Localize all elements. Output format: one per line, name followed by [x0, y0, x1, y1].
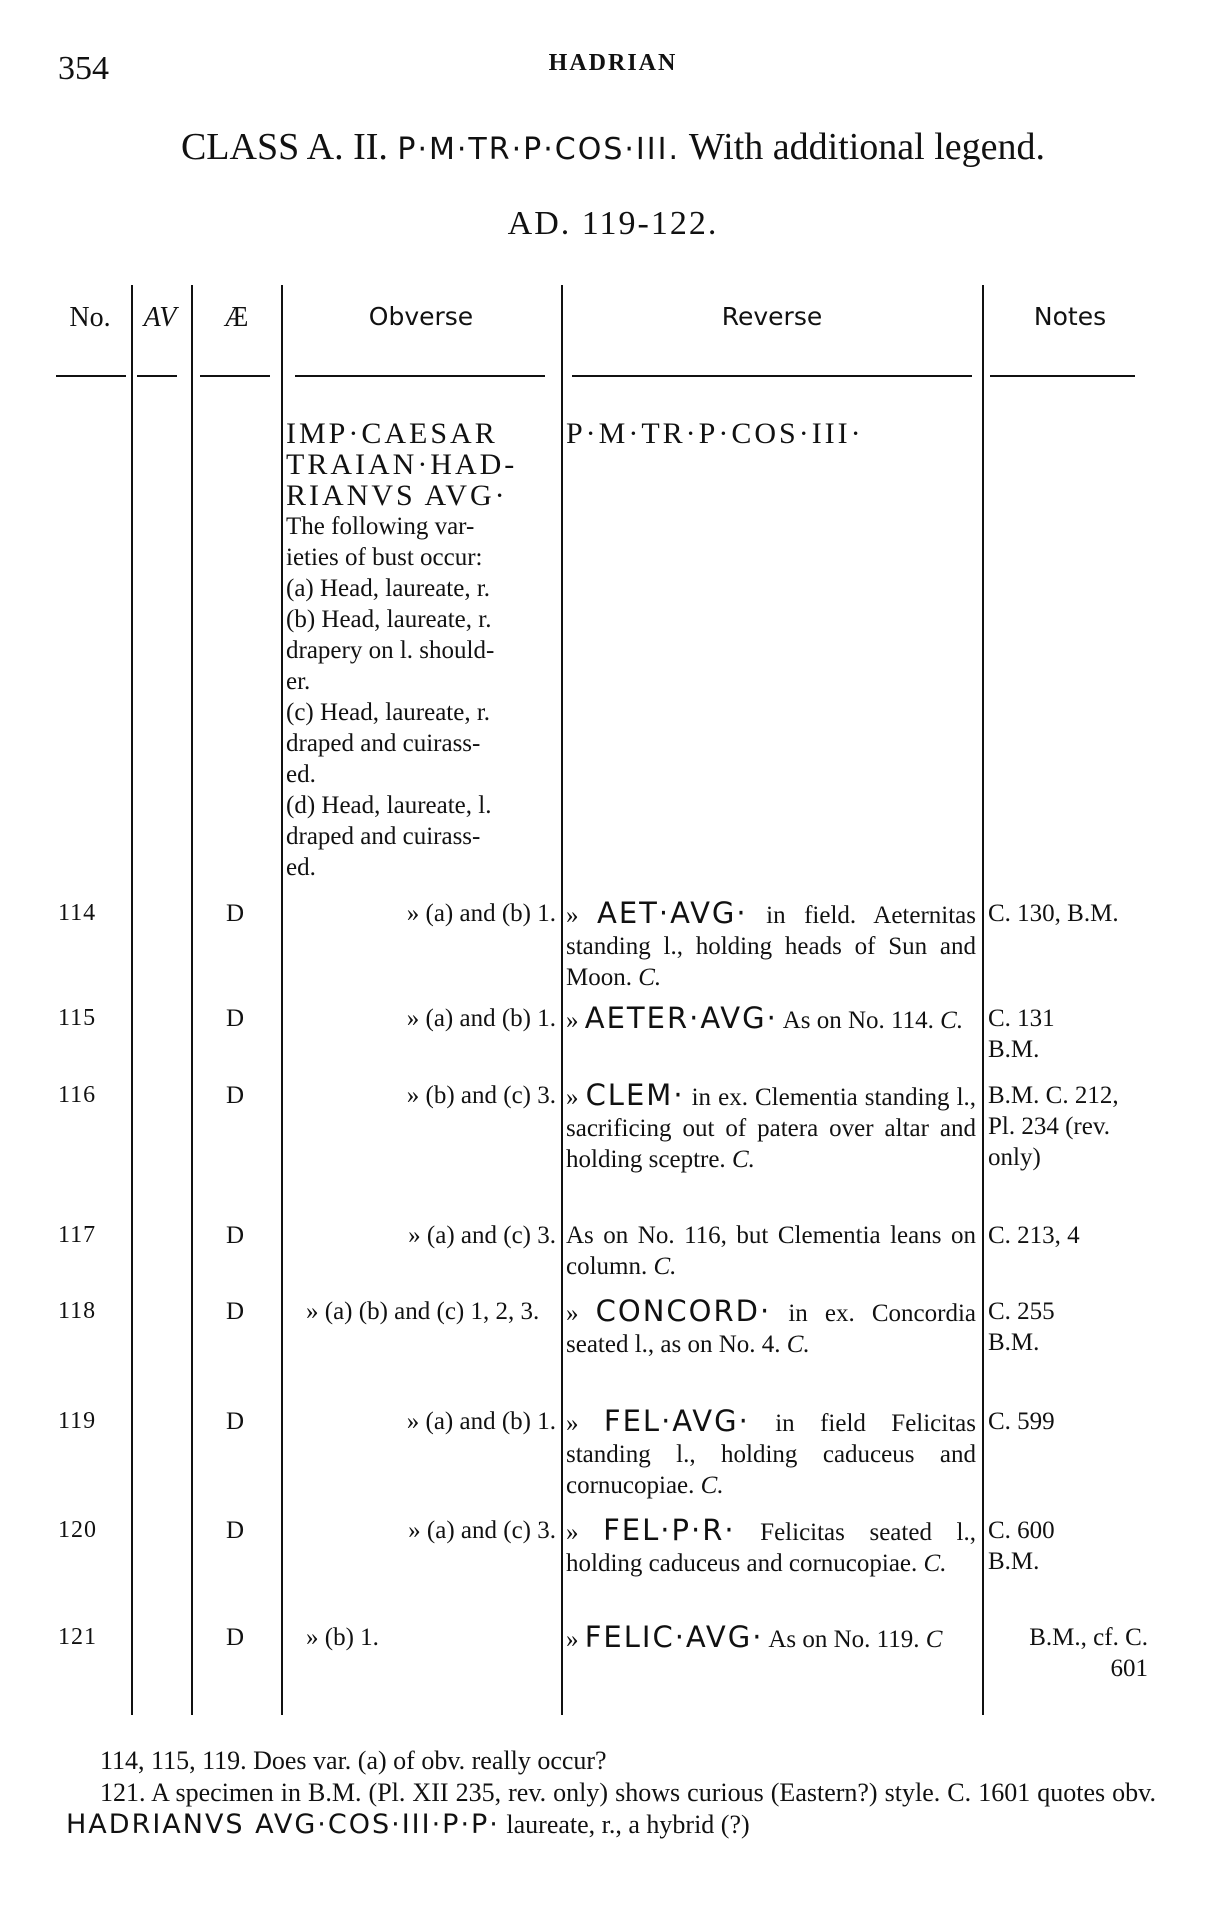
column-rule: [131, 285, 133, 1715]
row-notes: C. 255 B.M.: [988, 1298, 1055, 1356]
row-metal: D: [226, 900, 245, 927]
col-header-obverse: Obverse: [368, 302, 474, 331]
rarity: C.: [638, 964, 662, 991]
bust-note-line: (c) Head, laureate, r.: [286, 699, 491, 726]
row-metal: D: [226, 1517, 245, 1544]
bust-note-line: ieties of bust occur:: [286, 544, 483, 571]
class-legend: P·M·TR·P·COS·III.: [397, 132, 680, 167]
bust-note-line: draped and cuirass-: [286, 823, 481, 850]
reverse-description: Felicitas seated l., holding caduceus and cornucopiae.: [566, 1519, 976, 1577]
rarity: C.: [700, 1472, 724, 1499]
col-header-notes: Notes: [1033, 302, 1107, 331]
rule-gold: [137, 375, 177, 377]
row-obverse: » (a) and (c) 3.: [408, 1222, 556, 1249]
col-header-no: No.: [69, 302, 111, 333]
reverse-marker: »: [566, 1300, 579, 1327]
reverse-description: As on No. 119.: [768, 1626, 920, 1653]
intro-obverse: [286, 418, 558, 883]
bust-note-line: ed.: [286, 854, 316, 881]
rarity: C.: [786, 1331, 810, 1358]
row-reverse: [566, 898, 976, 993]
row-notes: C. 599: [988, 1408, 1055, 1435]
reverse-legend: AET·AVG·: [597, 896, 748, 930]
reverse-legend: FEL·AVG·: [603, 1404, 750, 1438]
row-no: 116: [58, 1082, 97, 1108]
row-obverse: » (b) and (c) 3.: [406, 1082, 556, 1109]
row-obverse: » (b) 1.: [306, 1624, 379, 1651]
reverse-marker: »: [566, 902, 579, 929]
rarity: C.: [923, 1550, 947, 1577]
rule-no: [56, 375, 126, 377]
rule-silver: [200, 375, 270, 377]
row-no: 115: [58, 1005, 97, 1031]
row-no: 118: [58, 1298, 97, 1324]
row-metal: D: [226, 1005, 245, 1032]
bust-note-line: er.: [286, 668, 311, 695]
obverse-legend-line: IMP·CAESAR: [286, 417, 498, 450]
reverse-description: in ex. Clementia standing l., sacrificing out of patera over altar and holding sceptre.: [566, 1084, 977, 1173]
footnote: [66, 1777, 1156, 1841]
row-reverse: [566, 1406, 976, 1501]
reverse-description: As on No. 116, but Clementia leans on column.: [566, 1222, 976, 1280]
row-metal: D: [226, 1408, 245, 1435]
footnote-text: laureate, r., a hybrid (?): [506, 1810, 750, 1839]
reverse-description: As on No. 114.: [782, 1007, 934, 1034]
footnote: 114, 115, 119. Does var. (a) of obv. really occur?: [100, 1746, 607, 1775]
row-no: 114: [58, 900, 97, 926]
rule-notes: [990, 375, 1135, 377]
column-rule: [281, 285, 283, 1715]
footnote-legend: HADRIANVS AVG·COS·III·P·P·: [66, 1809, 500, 1840]
reverse-description: in field. Aeternitas standing l., holding heads of Sun and Moon.: [566, 902, 977, 991]
footnote-text: 121. A specimen in B.M. (Pl. XII 235, rev. only) shows curious (Eastern?) style. C. 1601 quotes obv.: [100, 1778, 1156, 1807]
reverse-legend: AETER·AVG·: [584, 1001, 778, 1035]
row-no: 119: [58, 1408, 97, 1434]
row-notes: C. 600 B.M.: [988, 1517, 1055, 1575]
page-number: 354: [58, 50, 109, 87]
reverse-marker: »: [566, 1519, 579, 1546]
class-label: CLASS A. II.: [180, 126, 388, 168]
bust-note-line: (b) Head, laureate, r.: [286, 606, 492, 633]
row-notes: C. 130, B.M.: [988, 900, 1119, 927]
bust-note-line: (a) Head, laureate, r.: [286, 575, 491, 602]
col-header-reverse: Reverse: [721, 302, 823, 331]
reverse-description: in field Felicitas standing l., holding caduceus and cornucopiae.: [566, 1410, 976, 1499]
rule-obverse: [295, 375, 545, 377]
intro-reverse-legend: P·M·TR·P·COS·III·: [566, 417, 864, 450]
bust-note-line: drapery on l. should-: [286, 637, 495, 664]
col-header-gold: AV: [143, 302, 177, 333]
row-reverse: [566, 1515, 976, 1579]
row-reverse: [566, 1296, 976, 1360]
bust-note-line: The following var-: [286, 513, 475, 540]
row-metal: D: [226, 1298, 245, 1325]
row-notes: C. 213, 4: [988, 1222, 1080, 1249]
running-head: HADRIAN: [548, 50, 678, 76]
row-reverse: [566, 1080, 976, 1175]
row-no: 121: [58, 1624, 97, 1650]
row-notes: C. 131 B.M.: [988, 1005, 1055, 1063]
reverse-legend: FEL·P·R·: [603, 1513, 736, 1547]
row-reverse: [566, 1622, 976, 1655]
obverse-legend-line: TRAIAN·HAD-: [286, 448, 518, 481]
column-rule: [982, 285, 984, 1715]
footnotes: [66, 1745, 1156, 1841]
reverse-description: in ex. Concordia seated l., as on No. 4.: [566, 1300, 977, 1358]
rarity: C.: [653, 1253, 677, 1280]
row-obverse: » (a) and (b) 1.: [406, 1408, 556, 1435]
row-obverse: » (a) (b) and (c) 1, 2, 3.: [306, 1298, 540, 1325]
reverse-legend: FELIC·AVG·: [584, 1620, 764, 1654]
row-obverse: » (a) and (b) 1.: [406, 900, 556, 927]
reverse-marker: »: [566, 1007, 579, 1034]
bust-note-line: (d) Head, laureate, l.: [286, 792, 492, 819]
row-metal: D: [226, 1222, 245, 1249]
reverse-marker: »: [566, 1084, 579, 1111]
rarity: C.: [940, 1007, 964, 1034]
class-suffix: With additional legend.: [688, 126, 1046, 168]
row-obverse: » (a) and (c) 3.: [408, 1517, 556, 1544]
reverse-legend: CONCORD·: [595, 1294, 772, 1328]
reverse-marker: »: [566, 1626, 579, 1653]
bust-note-line: draped and cuirass-: [286, 730, 481, 757]
rarity: C: [925, 1626, 943, 1653]
reverse-legend: CLEM·: [585, 1078, 685, 1112]
obverse-legend-line: RIANVS AVG·: [286, 479, 508, 512]
row-no: 120: [58, 1517, 97, 1543]
class-heading: [0, 125, 1226, 169]
reverse-marker: »: [566, 1410, 579, 1437]
date-heading: AD. 119-122.: [507, 205, 719, 242]
col-header-silver: Æ: [223, 302, 249, 333]
row-notes: B.M., cf. C. 601: [1029, 1624, 1148, 1682]
column-rule: [191, 285, 193, 1715]
row-notes: B.M. C. 212, Pl. 234 (rev. only): [988, 1082, 1119, 1171]
row-metal: D: [226, 1082, 245, 1109]
row-metal: D: [226, 1624, 245, 1651]
row-reverse: [566, 1003, 976, 1036]
column-rule: [561, 285, 563, 1715]
rule-reverse: [572, 375, 972, 377]
bust-note-line: ed.: [286, 761, 316, 788]
row-obverse: » (a) and (b) 1.: [406, 1005, 556, 1032]
row-no: 117: [58, 1222, 97, 1248]
rarity: C.: [731, 1146, 755, 1173]
row-reverse: [566, 1220, 976, 1282]
